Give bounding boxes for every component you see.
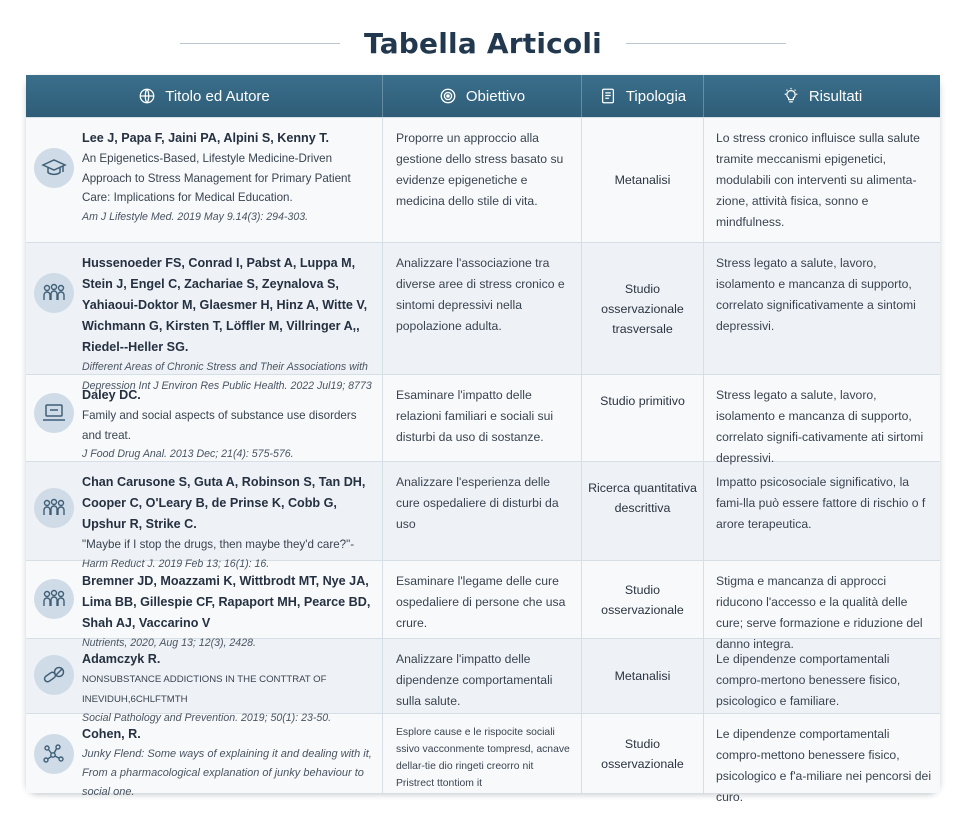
journal-ref: Harm Reduct J. 2019 Feb 13; 16(1): 16. [82,557,270,570]
author-cell [26,375,383,461]
pills-icon [34,655,74,695]
table-row [26,638,940,724]
type-cell: Ricerca quantitativa descrittiva [582,462,704,560]
author-cell [26,243,383,392]
title-rule-left [180,43,340,44]
people-group-icon [34,579,74,619]
authors: Cohen, R. [82,727,141,741]
type-cell: Studio osservazionale [582,561,704,638]
article-title: Family and social aspects of substance use disorders and treat. [82,409,357,442]
article-title: "Maybe if I stop the drugs, then maybe they'd care?"- [82,538,355,551]
objective-cell: Analizzare l'impatto delle dipendenze comportamentali sulla salute. [383,639,582,713]
header-objective-label: Obiettivo [465,87,526,105]
header-results[interactable] [704,75,940,117]
header-type-label: Tipologia [625,87,687,105]
author-cell [26,462,383,570]
article-title: NONSUBSTANCE ADDICTIONS IN THE CONTTRAT OF INEVIDUH,6CHLFTMTH [82,674,327,705]
results-cell: Stress legato a salute, lavoro, isolamento e mancanza di supporto, correlato significativamente a sintomi depressivi. [716,256,916,333]
author-cell [26,639,383,724]
molecule-network-icon [34,734,74,774]
author-cell [26,714,383,798]
authors: Adamczyk R. [82,652,161,666]
objective-cell: Esplore cause e le rispocite sociali ssivo vacconmente tompresd, acnave dellar-tie dio ringeti creorro nit Pristrect ttontiom it [383,714,582,793]
journal-ref: J Food Drug Anal. 2013 Dec; 21(4): 575-576. [82,448,294,460]
globe-brain-icon [138,87,156,105]
journal-ref: Social Pathology and Prevention. 2019; 50(1): 23-50. [82,712,332,724]
authors: Hussenoeder FS, Conrad I, Pabst A, Luppa M, Stein J, Engel C, Zachariae S, Zeynalova S, Yahiaoui-Doktor M, Glaesmer H, Hinz A, Witte V, Wichmann G, Kirsten T, Löffler M, Villringer A,, Riedel--Heller SG. [82,256,368,354]
results-cell: Le dipendenze comportamentali compro-mettono benessere fisico, psicologico e f'a-miliare nei pencorsi dei curo. [716,727,932,804]
article-title: An Epigenetics-Based, Lifestyle Medicine-Driven Approach to Stress Management for Primary Patient Care: Implications for Medical Education. [82,152,351,204]
authors: Chan Carusone S, Guta A, Robinson S, Tan DH, Cooper C, O'Leary B, de Prinse K, Cobb G, Upshur R, Strike C. [82,475,366,531]
authors: Bremner JD, Moazzami K, Wittbrodt MT, Nye JA, Lima BB, Gillespie CF, Rapaport MH, Pearce BD, Shah AJ, Vaccarino V [82,574,371,630]
table-row [26,374,940,465]
results-cell: Le dipendenze comportamentali compro-mertono benessere fisico, psicologico e familiare. [716,652,901,708]
articles-table [26,75,940,804]
target-icon [439,87,457,105]
people-group-icon [34,273,74,313]
title-bar [0,18,966,68]
objective-cell: Esaminare l'legame delle cure ospedaliere di persone che usa crure. [383,561,582,638]
table-row [26,713,940,804]
table-row [26,117,940,242]
people-group-icon [34,488,74,528]
results-cell: Stress legato a salute, lavoro, isolamento e mancanza di supporto, correlato signifi-cativamente ati sirtomi depressivi. [716,388,924,465]
objective-cell: Esaminare l'impatto delle relazioni familiari e sociali sui disturbi da uso di sostanze. [383,375,582,461]
lightbulb-icon [782,87,800,105]
type-cell: Studio osservazionale [582,714,704,793]
graduation-cap-icon [34,148,74,188]
type-cell: Studio osservazionale trasversale [582,243,704,374]
table-row [26,461,940,570]
table-header [26,75,940,117]
author-cell [26,118,383,242]
results-cell: Impatto psicosociale significativo, la fami-lla può essere fattore di rischio o f arore terapeutica. [716,475,926,531]
type-cell: Metanalisi [582,639,704,713]
page-title: Tabella Articoli [364,26,602,60]
objective-cell: Analizzare l'esperienza delle cure ospedaliere di disturbi da uso [383,462,582,560]
table-row [26,242,940,392]
type-cell: Studio primitivo [582,375,704,461]
type-cell: Metanalisi [582,118,704,242]
header-objective[interactable] [383,75,582,117]
table-row [26,560,940,651]
results-cell: Lo stress cronico influisce sulla salute tramite meccanismi epigenetici, modulabili con interventi su alimenta-zione, attività fisica, sonno e mindfulness. [716,131,920,229]
author-cell [26,561,383,649]
objective-cell: Analizzare l'associazione tra diverse aree di stress cronico e sintomi depressivi nella popolazione adulta. [383,243,582,374]
header-title-author[interactable] [26,75,383,117]
laptop-icon [34,393,74,433]
journal-ref: Am J Lifestyle Med. 2019 May 9.14(3): 294-303. [82,210,309,223]
journal-ref: Different Areas of Chronic Stress and Their Associations with Depression Int J Environ Res Public Health. 2022 Jul19; 8773 [82,361,372,392]
header-results-label: Risultati [808,87,863,105]
authors: Lee J, Papa F, Jaini PA, Alpini S, Kenny T. [82,131,330,145]
title-rule-right [626,43,786,44]
document-icon [599,87,617,105]
header-type[interactable] [582,75,704,117]
article-title: Junky Flend: Some ways of explaining it and dealing with it, From a pharmacological explanation of junky behaviour to social one. [82,748,372,798]
journal-ref: Nutrients, 2020, Aug 13; 12(3), 2428. [82,637,256,649]
authors: Daley DC. [82,388,141,402]
objective-cell: Proporre un approccio alla gestione dello stress basato su evidenze epigenetiche e medicina dello stile di vita. [383,118,582,242]
results-cell: Stigma e mancanza di approcci riducono l'accesso e la qualità delle cure; serve formazione e riduzione del danno integra. [716,574,923,651]
header-title-author-label: Titolo ed Autore [165,87,270,105]
